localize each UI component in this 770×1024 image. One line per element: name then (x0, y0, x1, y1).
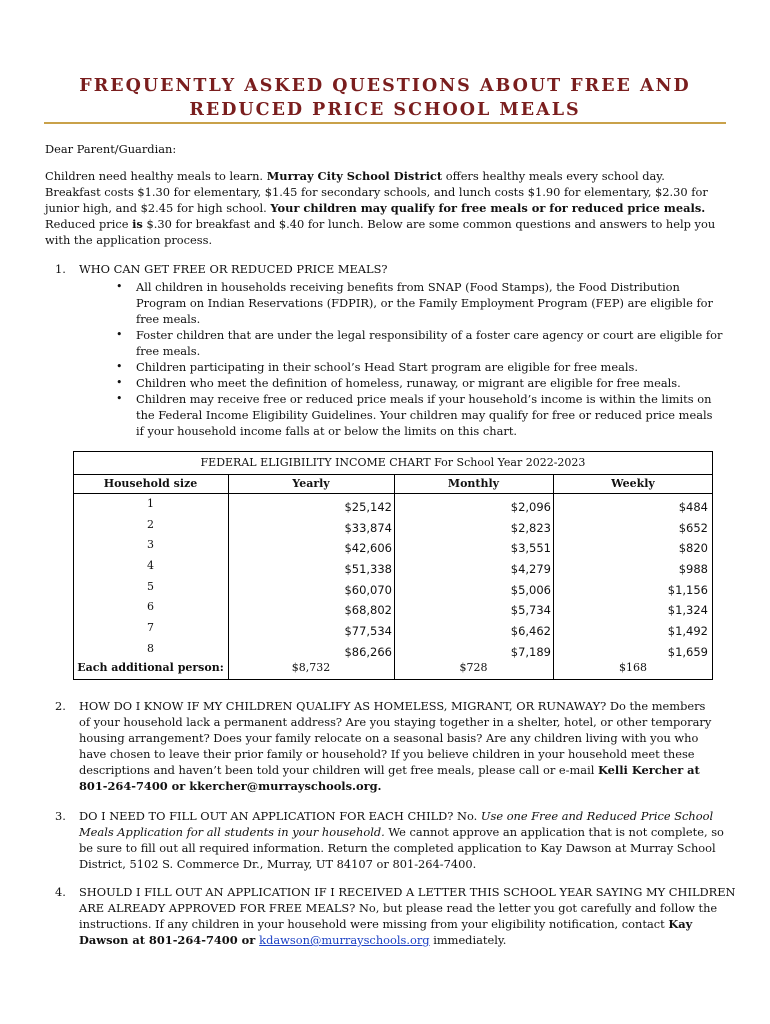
q1-bullet-1-line-1: All children in households receiving benefits from SNAP (Food Stamps), the Food Distribution (136, 280, 680, 294)
q4-line-1: SHOULD I FILL OUT AN APPLICATION IF I RECEIVED A LETTER THIS SCHOOL YEAR SAYING MY CHILDREN (79, 885, 736, 899)
q2-contact: 801-264-7400 or kkercher@murrayschools.org. (79, 779, 382, 793)
table-caption: FEDERAL ELIGIBILITY INCOME CHART For School Year 2022-2023 (200, 456, 586, 469)
table-cell-additional-yearly: $8,732 (291, 661, 331, 674)
q4-text: instructions. If any children in your household were missing from your eligibility notification, contact (79, 917, 669, 931)
table-cell-size: 1 (147, 497, 154, 510)
q3-line-3: be sure to fill out all required information. Return the completed application to Kay Dawson at Murray School (79, 841, 716, 855)
table-cell-yearly: $68,802 (344, 603, 392, 617)
q2-line-5 (79, 762, 700, 778)
contact-phone: Dawson at 801-264-7400 or (79, 933, 260, 947)
table-cell-yearly: $86,266 (344, 645, 392, 659)
salutation: Dear Parent/Guardian: (45, 142, 177, 156)
q1-bullet-3: Children participating in their school’s Head Start program are eligible for free meals. (136, 360, 639, 374)
table-cell-weekly: $820 (678, 541, 708, 555)
q3-text: DO I NEED TO FILL OUT AN APPLICATION FOR EACH CHILD? No. (79, 809, 481, 823)
bullet-icon: • (116, 392, 123, 405)
table-divider (73, 493, 713, 494)
table-cell-yearly: $77,534 (344, 624, 392, 638)
table-cell-yearly: $60,070 (344, 583, 392, 597)
table-cell-weekly: $1,659 (667, 645, 708, 659)
table-cell-monthly: $3,551 (510, 541, 551, 555)
contact-name: Kelli Kercher at (598, 763, 700, 777)
table-cell-weekly: $988 (678, 562, 708, 576)
table-cell-monthly: $2,823 (510, 521, 551, 535)
table-cell-weekly: $1,492 (667, 624, 708, 638)
table-cell-size: 8 (147, 642, 154, 655)
table-divider (228, 474, 229, 680)
q1-bullet-1-line-2: Program on Indian Reservations (FDPIR), or the Family Employment Program (FEP) are eligible for (136, 296, 713, 310)
table-cell-yearly: $25,142 (344, 500, 392, 514)
intro-text: offers healthy meals every school day. (442, 169, 665, 183)
bullet-icon: • (116, 280, 123, 293)
header-monthly: Monthly (447, 477, 500, 490)
bullet-icon: • (116, 328, 123, 341)
q1-number: 1. (55, 262, 66, 276)
q3-number: 3. (55, 809, 66, 823)
table-cell-monthly: $4,279 (510, 562, 551, 576)
q1-bullet-5-line-2: the Federal Income Eligibility Guidelines. Your children may qualify for free or reduced price meals (136, 408, 713, 422)
contact-name: Kay (668, 917, 693, 931)
q3-italic-text: Use one Free and Reduced Price School (480, 809, 714, 823)
table-cell-additional-label: Each additional person: (77, 661, 224, 674)
table-divider (73, 474, 713, 475)
bullet-icon: • (116, 360, 123, 373)
district-name: Murray City School District (266, 169, 443, 183)
table-cell-size: 3 (147, 538, 154, 551)
table-cell-weekly: $1,324 (667, 603, 708, 617)
header-yearly: Yearly (292, 477, 330, 490)
title-rule (44, 122, 726, 124)
table-cell-monthly: $5,734 (510, 603, 551, 617)
table-cell-size: 6 (147, 600, 154, 613)
q1-bullet-5-line-1: Children may receive free or reduced price meals if your household’s income is within the limits on (136, 392, 712, 406)
intro-text: $.30 for breakfast and $.40 for lunch. Below are some common questions and answers to help you (142, 217, 716, 231)
intro-line-4 (45, 216, 715, 232)
intro-text: Children need healthy meals to learn. (45, 169, 267, 183)
q2-line-1: HOW DO I KNOW IF MY CHILDREN QUALIFY AS HOMELESS, MIGRANT, OR RUNAWAY? Do the members (79, 699, 706, 713)
q1-heading: WHO CAN GET FREE OR REDUCED PRICE MEALS? (79, 262, 388, 276)
header-household-size: Household size (103, 477, 198, 490)
table-cell-yearly: $42,606 (344, 541, 392, 555)
table-cell-yearly: $33,874 (344, 521, 392, 535)
intro-text: junior high, and $2.45 for high school. (45, 201, 271, 215)
title-line-2: REDUCED PRICE SCHOOL MEALS (189, 100, 581, 120)
table-divider (553, 474, 554, 680)
intro-line-1 (45, 168, 665, 184)
intro-line-2: Breakfast costs $1.30 for elementary, $1.45 for secondary schools, and lunch costs $1.90 for elementary, $2.30 for (45, 185, 708, 199)
table-cell-monthly: $6,462 (510, 624, 551, 638)
q3-line-4: District, 5102 S. Commerce Dr., Murray, UT 84107 or 801-264-7400. (79, 857, 477, 871)
table-cell-additional-weekly: $168 (619, 661, 647, 674)
email-link[interactable]: kdawson@murrayschools.org (259, 933, 430, 947)
q3-line-1 (79, 808, 713, 824)
table-cell-weekly: $484 (678, 500, 708, 514)
qualify-statement: Your children may qualify for free meals or for reduced price meals. (270, 201, 706, 215)
intro-text: Reduced price (45, 217, 133, 231)
q2-line-2: of your household lack a permanent address? Are you staying together in a shelter, hotel, or other temporary (79, 715, 712, 729)
table-cell-monthly: $7,189 (510, 645, 551, 659)
q4-line-4 (79, 932, 506, 948)
table-cell-size: 7 (147, 621, 154, 634)
q1-bullet-4: Children who meet the definition of homeless, runaway, or migrant are eligible for free meals. (136, 376, 681, 390)
table-cell-size: 4 (147, 559, 154, 572)
table-cell-yearly: $51,338 (344, 562, 392, 576)
q1-bullet-2-line-1: Foster children that are under the legal responsibility of a foster care agency or court are eligible for (136, 328, 723, 342)
intro-text: is (132, 217, 143, 231)
q4-text: immediately. (429, 933, 507, 947)
table-cell-size: 5 (147, 580, 154, 593)
q3-line-2 (79, 824, 724, 840)
table-cell-monthly: $5,006 (510, 583, 551, 597)
q4-line-3 (79, 916, 692, 932)
q4-number: 4. (55, 885, 66, 899)
table-cell-weekly: $652 (678, 521, 708, 535)
q2-line-3: housing arrangement? Does your family relocate on a seasonal basis? Are any children living with you who (79, 731, 699, 745)
q2-number: 2. (55, 699, 66, 713)
table-divider (394, 474, 395, 680)
bullet-icon: • (116, 376, 123, 389)
table-cell-monthly: $2,096 (510, 500, 551, 514)
page-title (45, 74, 725, 122)
q4-line-2: ARE ALREADY APPROVED FOR FREE MEALS? No, but please read the letter you got carefully and follow the (79, 901, 718, 915)
table-cell-additional-monthly: $728 (459, 661, 488, 674)
q1-bullet-2-line-2: free meals. (136, 344, 201, 358)
table-cell-weekly: $1,156 (667, 583, 708, 597)
q3-text: We cannot approve an application that is not complete, so (384, 825, 724, 839)
q1-bullet-1-line-3: free meals. (136, 312, 201, 326)
intro-line-5: with the application process. (45, 233, 213, 247)
q1-bullet-5-line-3: if your household income falls at or below the limits on this chart. (136, 424, 518, 438)
intro-line-3 (45, 200, 705, 216)
q2-text: descriptions and haven’t been told your children will get free meals, please call or e-mail (79, 763, 598, 777)
header-weekly: Weekly (611, 477, 655, 490)
title-line-1: FREQUENTLY ASKED QUESTIONS ABOUT FREE AND (79, 76, 691, 96)
q2-line-4: have chosen to leave their prior family or household? If you believe children in your household meet these (79, 747, 695, 761)
q3-italic-text: Meals Application for all students in your household. (79, 825, 385, 839)
table-cell-size: 2 (147, 518, 154, 531)
